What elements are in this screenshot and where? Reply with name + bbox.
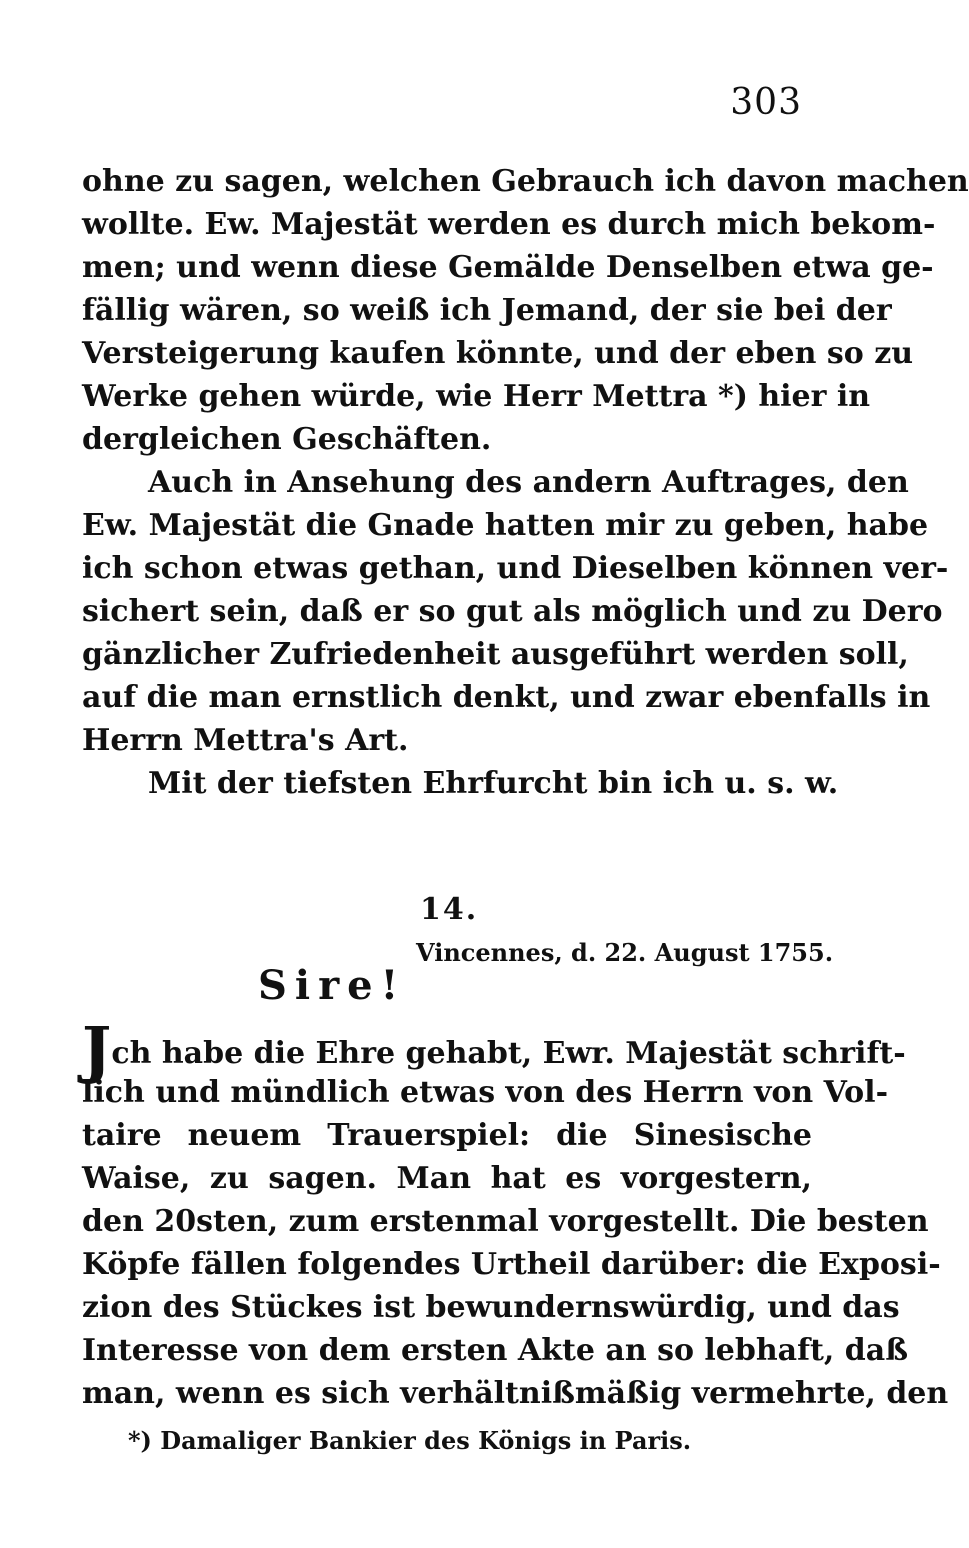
closing-line: Mit der tiefsten Ehrfurcht bin ich u. s. w. [148, 766, 839, 801]
text-line: Werke gehen würde, wie Herr Mettra *) hier in [82, 379, 871, 414]
text-line-first [82, 1013, 906, 1086]
text-line: men; und wenn diese Gemälde Denselben etwa ge- [82, 250, 934, 285]
text-line: Herrn Mettra's Art. [82, 723, 409, 758]
text-line: Auch in Ansehung des andern Auftrages, den [148, 465, 909, 500]
salutation: Sire! [258, 962, 407, 1009]
text-line: Köpfe fällen folgendes Urtheil darüber: die Exposi- [82, 1247, 941, 1282]
text-line: fällig wären, so weiß ich Jemand, der sie bei der [82, 293, 892, 328]
text-line: gänzlicher Zufriedenheit ausgeführt werden soll, [82, 637, 909, 672]
text-line: sichert sein, daß er so gut als möglich und zu Dero [82, 594, 943, 629]
text-line: ich schon etwas gethan, und Dieselben können ver- [82, 551, 949, 586]
dateline: Vincennes, d. 22. August 1755. [416, 938, 834, 967]
text-line: den 20sten, zum erstenmal vorgestellt. Die besten [82, 1204, 929, 1239]
drop-cap: J [82, 1013, 112, 1086]
text-line: taire neuem Trauerspiel: die Sinesische [82, 1118, 812, 1153]
text-line: wollte. Ew. Majestät werden es durch mich bekom- [82, 207, 936, 242]
letter-number: 14. [420, 892, 479, 927]
text-line: Versteigerung kaufen könnte, und der eben so zu [82, 336, 914, 371]
text-line: dergleichen Geschäften. [82, 422, 492, 457]
text-line: Ew. Majestät die Gnade hatten mir zu geben, habe [82, 508, 929, 543]
text-line: Waise, zu sagen. Man hat es vorgestern, [82, 1161, 812, 1196]
text-line: zion des Stückes ist bewundernswürdig, und das [82, 1290, 900, 1325]
text-line: man, wenn es sich verhältnißmäßig vermehrte, den [82, 1376, 949, 1411]
text-line: lich und mündlich etwas von des Herrn von Vol- [82, 1075, 889, 1110]
text-line: ohne zu sagen, welchen Gebrauch ich davon machen [82, 164, 969, 199]
footnote: *) Damaliger Bankier des Königs in Paris. [128, 1426, 692, 1455]
text-line: auf die man ernstlich denkt, und zwar ebenfalls in [82, 680, 931, 715]
text-line: Interesse von dem ersten Akte an so lebhaft, daß [82, 1333, 908, 1368]
first-line-rest: ch habe die Ehre gehabt, Ewr. Majestät schrift- [111, 1036, 906, 1071]
page-number: 303 [730, 82, 802, 123]
